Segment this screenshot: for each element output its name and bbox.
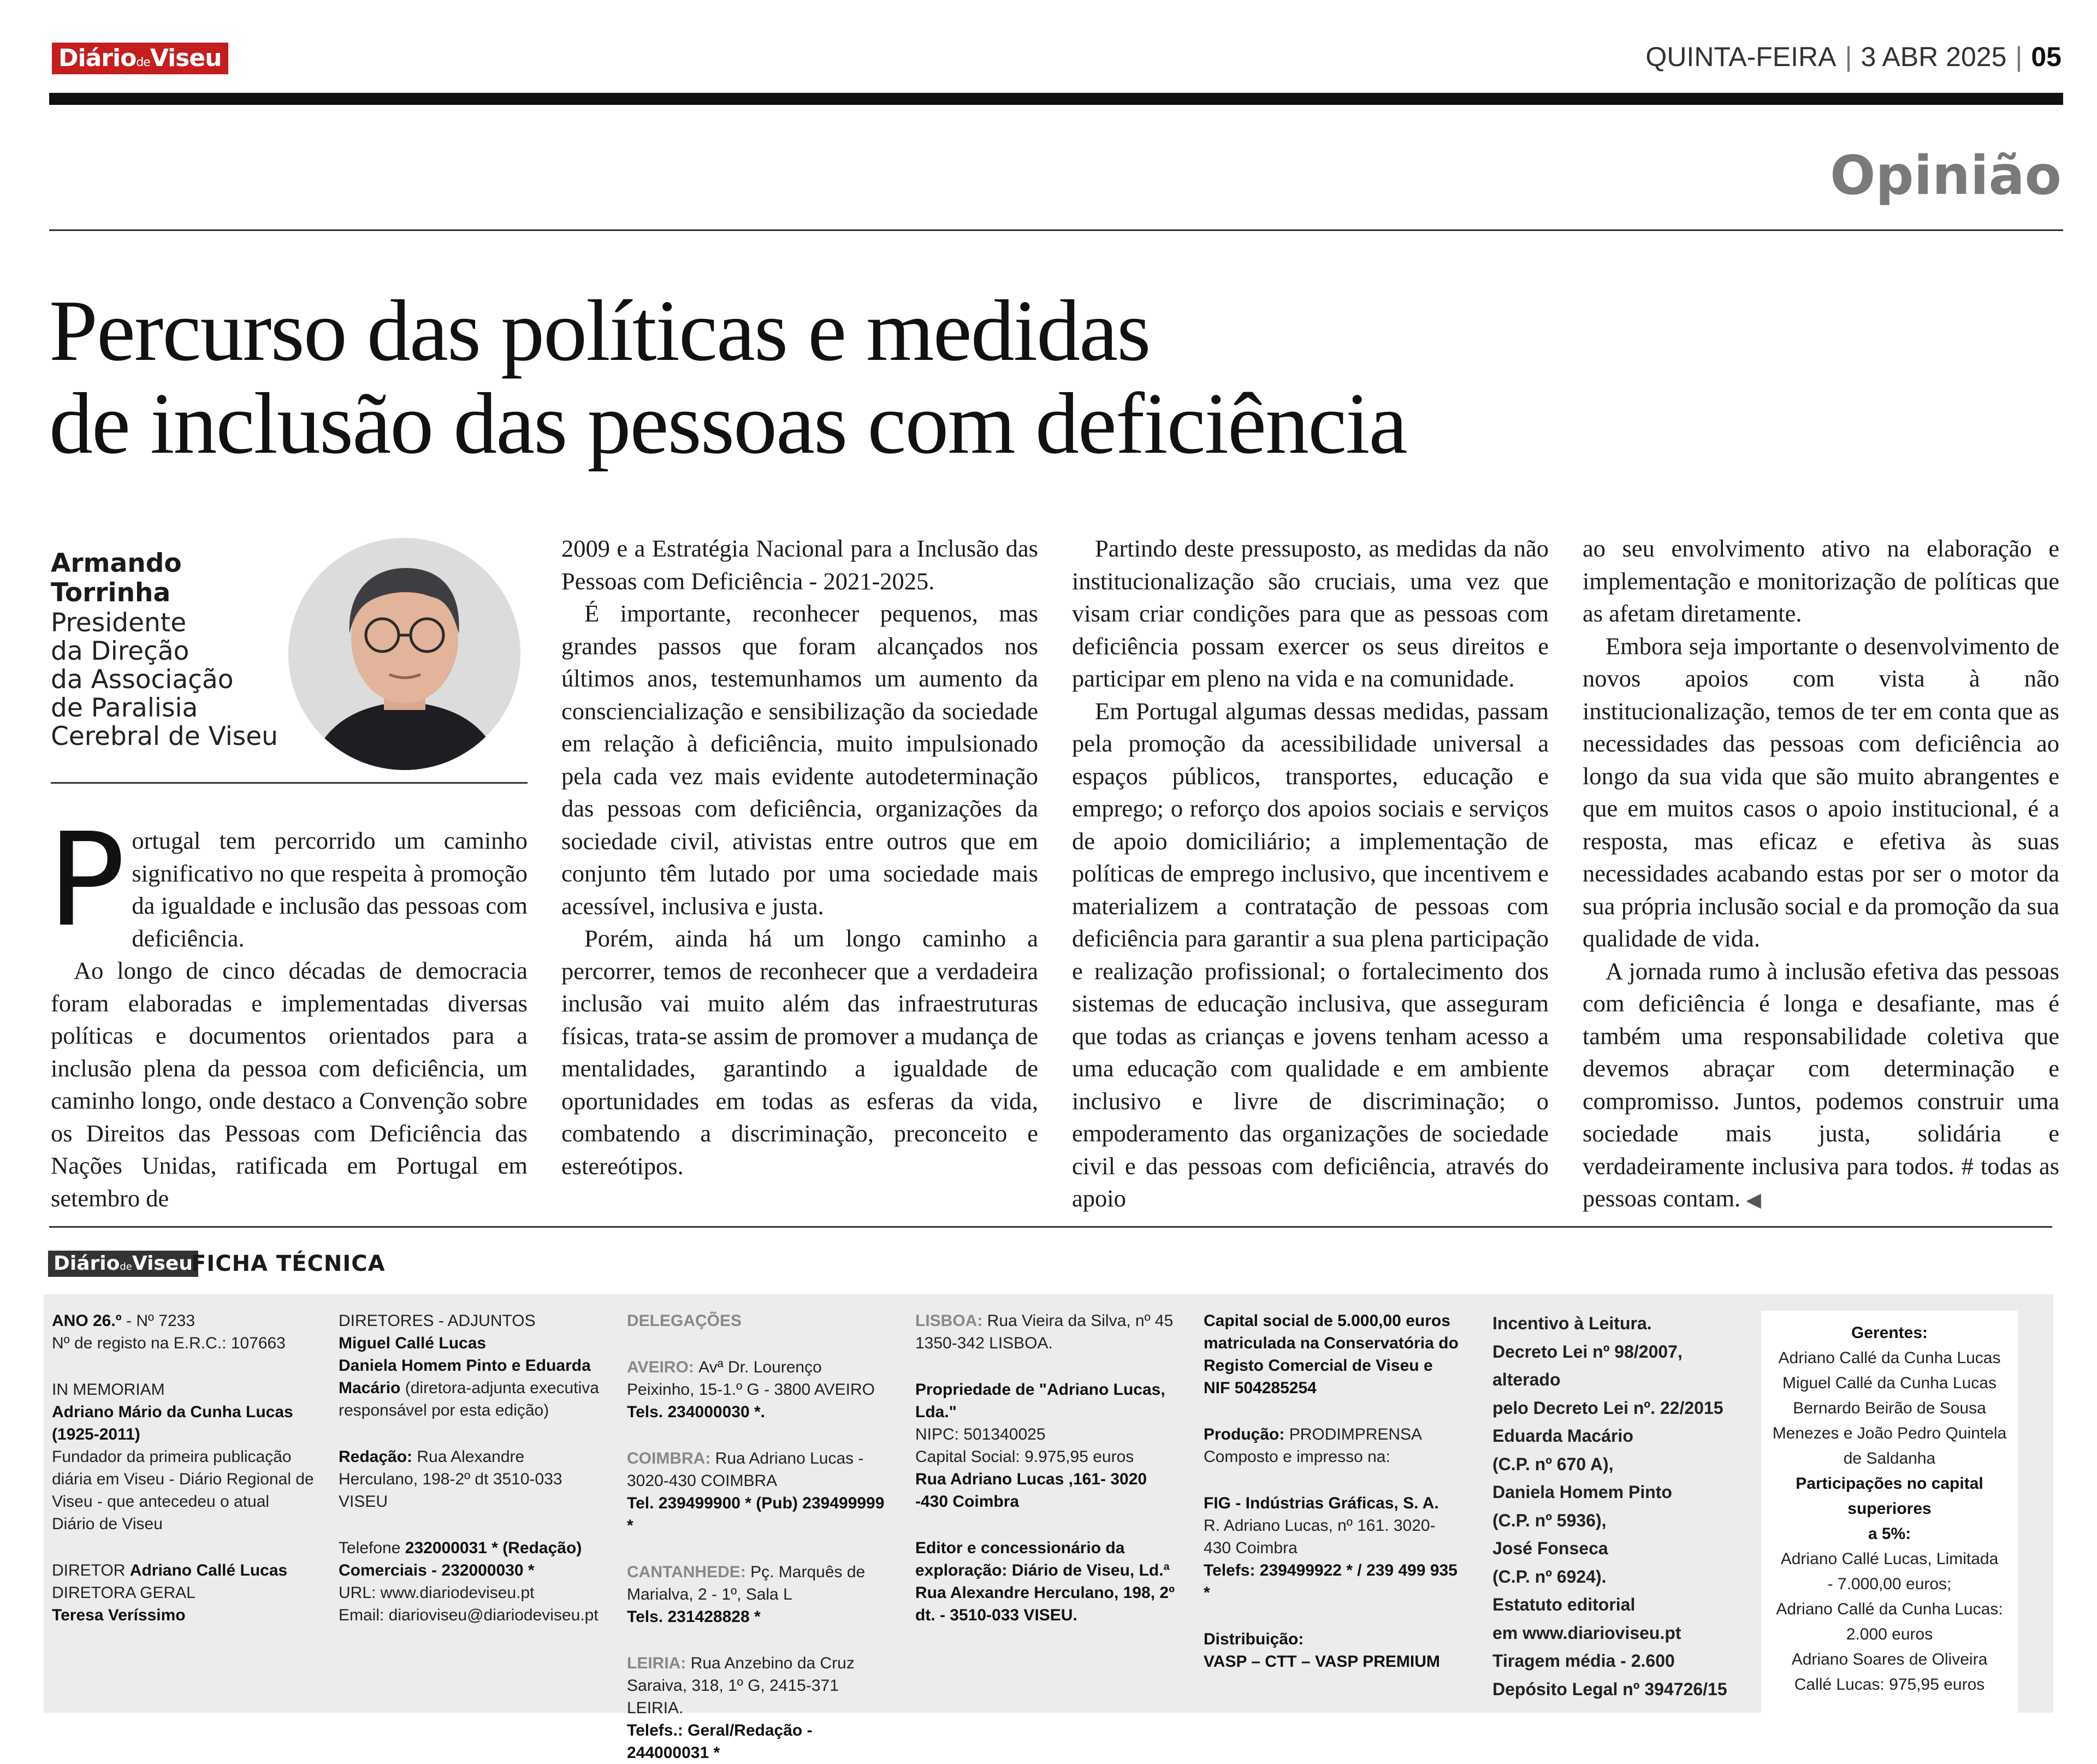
page-number: 05 [2031,42,2062,72]
author-portrait [288,538,520,770]
article-paragraph: É importante, reconhecer pequenos, mas grandes passos que foram alcançados nos últimos anos, testemunhamos um aumento da consciencialização e sensibilização da sociedade em relação à deficiência, muito impulsionado pela cada vez mais evidente autodeterminação das pessoas com deficiência, organizações da sociedade civil, ativistas entre outros que em conjunto têm lutado por uma sociedade mais acessível, inclusiva e justa. [561,600,1038,920]
drop-cap: P [48,805,126,955]
article-paragraph: 2009 e a Estratégia Nacional para a Inclusão das Pessoas com Deficiência - 2021-2025. [561,535,1038,595]
end-mark-icon: ◀ [1746,1189,1761,1211]
ficha-title: FICHA TÉCNICA [191,1251,386,1276]
headline: Percurso das políticas e medidas de inclusão das pessoas com deficiência [49,282,1407,472]
author-name: Armando Torrinha [51,548,182,608]
separator: | [1845,42,1852,72]
separator: | [2015,42,2023,72]
author-role: Presidente da Direção da Associação de Paralisia Cerebral de Viseu [51,608,278,751]
article-column-4 [1583,532,2059,1217]
dateline [1645,40,2062,73]
newspaper-logo: DiáriodeViseu [52,43,228,74]
top-rule [49,93,2063,105]
ficha-column-4: LISBOA: Rua Vieira da Silva, nº 45 1350-342 LISBOA. Propriedade de "Adriano Lucas, Lda." NIPC: 501340025 Capital Social: 9.975,95 euros Rua Adriano Lucas ,161- 3020 -430 Coimbra Editor e concessionário da exploração: Diário de Viseu, Ld.ª Rua Alexandre Herculano, 198, 2º dt. - 3510-033 VISEU. [915,1312,1175,1624]
article-paragraph: Embora seja importante o desenvolvimento de novos apoios com vista à não institucionalização, temos de ter em conta que as necessidades das pessoas com deficiência ao longo da sua vida que são muito abrangentes e que em muitos casos o apoio institucional, é a resposta, mas eficaz e efetiva às suas necessidades acabando estas por ser o motor da sua própria inclusão social e da promoção da sua qualidade de vida. [1583,632,2059,952]
article-column-2 [561,532,1038,1182]
ficha-column-2: DIRETORES - ADJUNTOS Miguel Callé Lucas Daniela Homem Pinto e Eduarda Macário (diretora-adjunta executiva responsável por esta edição) Redação: Rua Alexandre Herculano, 198-2º dt 3510-033 VISEU Telefone 232000031 * (Redação) Comerciais - 232000030 * URL: www.diariodeviseu.pt Email: diarioviseu@diariodeviseu.pt [339,1312,599,1624]
article-paragraph: Ao longo de cinco décadas de democracia foram elaboradas e implementadas diversas políticas e documentos orientados para a inclusão plena da pessoa com deficiência, um caminho longo, onde destaco a Convenção sobre os Direitos das Pessoas com Deficiência das Nações Unidas, ratificada em Portugal em setembro de [51,957,528,1212]
article-paragraph: ao seu envolvimento ativo na elaboração e implementação e monitorização de políticas que as afetam diretamente. [1583,535,2059,627]
ficha-column-6: Incentivo à Leitura. Decreto Lei nº 98/2007, alterado pelo Decreto Lei nº. 22/2015 Eduarda Macário (C.P. nº 670 A), Daniela Homem Pinto (C.P. nº 5936), José Fonseca (C.P. nº 6924). Estatuto editorial em www.diarioviseu.pt Tiragem média - 2.600 Depósito Legal nº 394726/15 [1492,1313,1727,1699]
weekday: QUINTA-FEIRA [1645,42,1837,72]
article-column-3 [1072,532,1549,1215]
section-label: Opinião [1830,145,2062,207]
article-paragraph: Porém, ainda há um longo caminho a percorrer, temos de reconhecer que a verdadeira inclusão vai muito além das infraestruturas físicas, trata-se assim de promover a mudança de mentalidades, garantindo a igualdade de oportunidades em todas as esferas da vida, combatendo a discriminação, preconceito e estereótipos. [561,925,1038,1180]
article-paragraph: Partindo deste pressuposto, as medidas da não institucionalização são cruciais, uma vez que visam criar condições para que as pessoas com deficiência possam exercer os seus direitos e participar em pleno na vida e na comunidade. [1072,535,1549,692]
article-paragraph: Portugal tem percorrido um caminho significativo no que respeita à promoção da igualdade e inclusão das pessoas com deficiência. [48,805,528,955]
ficha-logo: DiáriodeViseu [48,1251,198,1277]
gerentes-box: Gerentes: Adriano Callé da Cunha Lucas Miguel Callé da Cunha Lucas Bernardo Beirão de Sousa Menezes e João Pedro Quintela de Saldanha Participações no capital superiores a 5%: Adriano Callé Lucas, Limitada - 7.000,00 euros; Adriano Callé da Cunha Lucas: 2.000 euros Adriano Soares de Oliveira Callé Lucas: 975,95 euros [1761,1311,2018,1713]
section-rule [49,229,2063,231]
ficha-column-1: ANO 26.º - Nº 7233 Nº de registo na E.R.C.: 107663 IN MEMORIAM Adriano Mário da Cunha Lucas (1925-2011) Fundador da primeira publicação diária em Viseu - Diário Regional de Viseu - que antecedeu o atual Diário de Viseu DIRETOR Adriano Callé Lucas DIRETORA GERAL Teresa Veríssimo [52,1312,314,1624]
article-paragraph: Em Portugal algumas dessas medidas, passam pela promoção da acessibilidade universal a espaços públicos, transportes, educação e emprego; o reforço dos apoios sociais e serviços de apoio domiciliário; a implementação de políticas de emprego inclusivo, que incentivem e materializem a contratação de pessoas com deficiência para garantir a sua plena participação e realização profissional; o fortalecimento dos sistemas de educação inclusiva, que asseguram que todas as crianças e jovens tenham acesso a uma educação com qualidade e em ambiente inclusivo e livre de discriminação; o empoderamento das organizações de sociedade civil e das pessoas com deficiência, através do apoio [1072,697,1549,1212]
issue-date: 3 ABR 2025 [1861,42,2007,72]
ficha-rule [49,1226,2052,1228]
ficha-column-5: Capital social de 5.000,00 euros matriculada na Conservatória do Registo Comercial de Viseu e NIF 504285254 Produção: PRODIMPRENSA Composto e impresso na: FIG - Indústrias Gráficas, S. A. R. Adriano Lucas, nº 161. 3020-430 Coimbra Telefs: 239499922 * / 239 499 935 * Distribuição: VASP – CTT – VASP PREMIUM [1204,1312,1459,1671]
article-column-1 [48,805,528,1215]
article-paragraph: A jornada rumo à inclusão efetiva das pessoas com deficiência é longa e desafiante, mas é também uma responsabilidade coletiva que devemos abraçar com determinação e compromisso. Juntos, podemos construir uma sociedade mais justa, solidária e verdadeiramente inclusiva para todos. # todas as pessoas contam. ◀ [1583,957,2059,1212]
author-rule [51,782,528,784]
ficha-column-3: DELEGAÇÕES AVEIRO: Avª Dr. Lourenço Peixinho, 15-1.º G - 3800 AVEIRO Tels. 234000030 *. COIMBRA: Rua Adriano Lucas - 3020-430 COIMBRA Tel. 239499900 * (Pub) 239499999 * CANTANHEDE: Pç. Marquês de Marialva, 2 - 1º, Sala L Tels. 231428828 * LEIRIA: Rua Anzebino da Cruz Saraiva, 318, 1º G, 2415-371 LEIRIA. Telefs.: Geral/Redação - 244000031 * [627,1312,885,1762]
